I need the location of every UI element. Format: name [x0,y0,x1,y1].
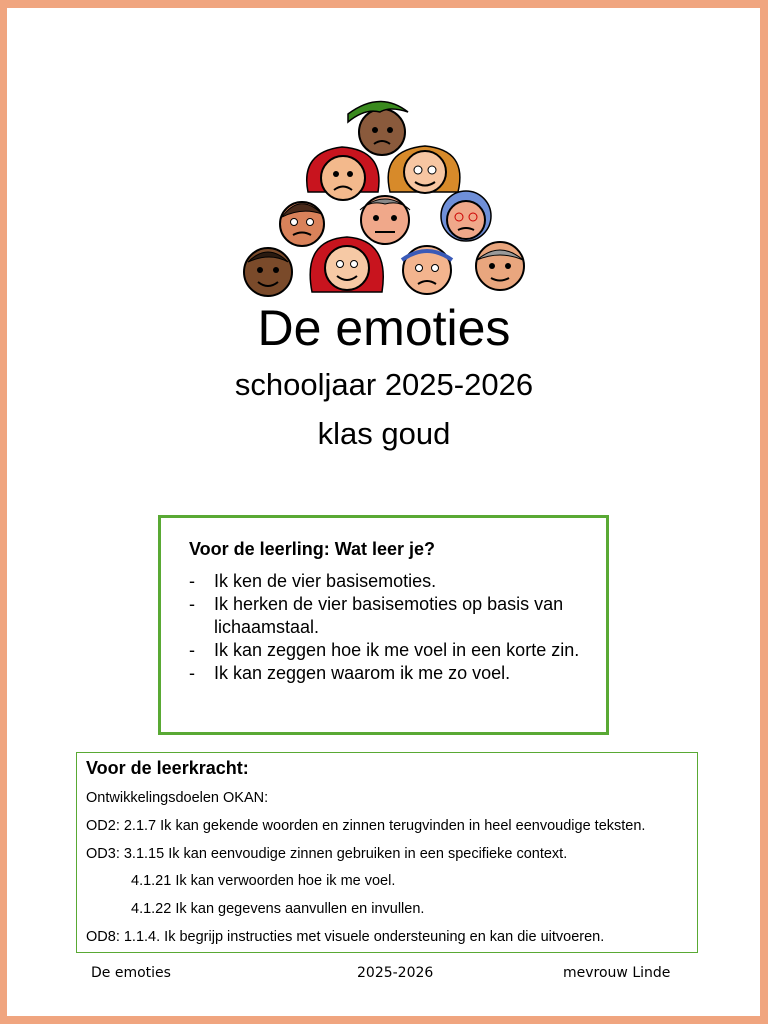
teacher-goal-line: OD3: 3.1.15 Ik kan eenvoudige zinnen gebruiken in een specifieke context. [86,846,568,862]
student-goals-list [189,570,589,685]
face-happy [388,146,460,193]
school-year: schooljaar 2025-2026 [234,367,534,402]
list-item: - Ik ken de vier basisemoties. [189,571,437,591]
teacher-goal-line: Ontwikkelingsdoelen OKAN: [86,790,269,806]
face-calm [476,242,524,290]
teacher-goal-line: OD2: 2.1.7 Ik kan gekende woorden en zinnen terugvinden in heel eenvoudige teksten. [86,818,646,834]
list-item: - Ik herken de vier basisemoties op basis van lichaamstaal. [189,594,564,637]
teacher-goal-line: 4.1.22 Ik kan gegevens aanvullen en invullen. [131,901,425,917]
student-goals-box [158,515,609,735]
face-anxious [280,202,324,246]
page-title: De emoties [257,300,511,356]
teacher-goals-heading: Voor de leerkracht: [86,758,249,778]
face-smiling [244,248,292,296]
face-worried [348,101,408,155]
teacher-goal-line: OD8: 1.1.4. Ik begrijp instructies met visuele ondersteuning en kan die uitvoeren. [86,929,605,945]
face-cheerful [310,237,383,292]
footer-left: De emoties [91,965,171,981]
emotion-faces-pyramid-icon [230,92,540,302]
list-item: - Ik kan zeggen hoe ik me voel in een korte zin. [189,640,580,660]
footer-right: mevrouw Linde [563,965,671,981]
face-grumpy [441,191,491,241]
footer-center: 2025-2026 [357,965,434,981]
class-name: klas goud [317,416,451,451]
student-goals-heading: Voor de leerling: Wat leer je? [189,539,436,559]
list-item: - Ik kan zeggen waarom ik me zo voel. [189,663,511,683]
face-neutral [360,196,410,244]
teacher-goal-line: 4.1.21 Ik kan verwoorden hoe ik me voel. [131,873,396,889]
face-frowning [402,246,452,294]
teacher-goals-box [76,752,698,953]
face-sad [307,147,379,200]
